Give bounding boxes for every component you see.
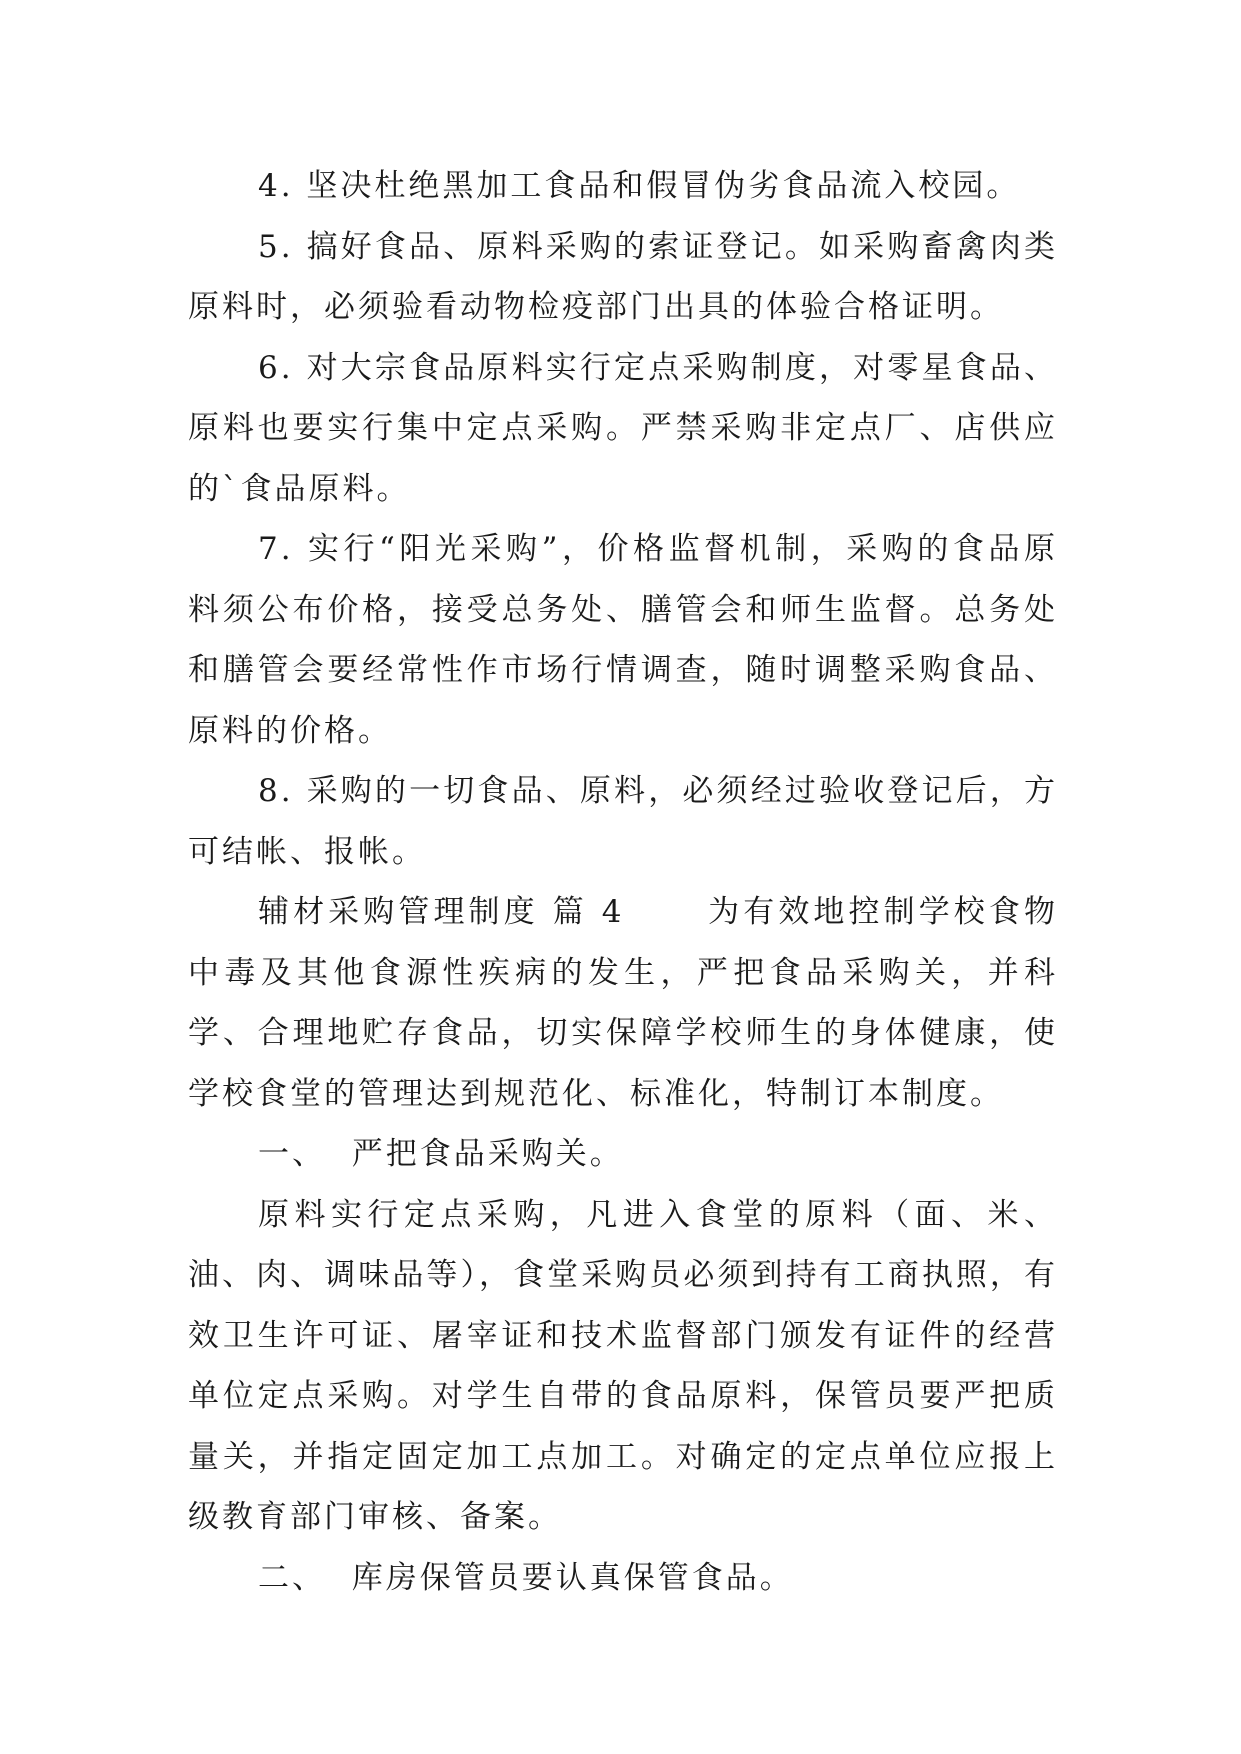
paragraph-item-5: 5. 搞好食品、原料采购的索证登记。如采购畜禽肉类原料时，必须验看动物检疫部门出具的体验合格证明。 [188,228,1058,325]
paragraph-section-1-body: 原料实行定点采购，凡进入食堂的原料（面、米、油、肉、调味品等），食堂采购员必须到持有工商执照，有效卫生许可证、屠宰证和技术监督部门颁发有证件的经营单位定点采购。对学生自带的食品原料，保管员要严把质量关，并指定固定加工点加工。对确定的定点单位应报上级教育部门审核、备案。 [188,1196,1058,1535]
paragraph-item-4: 4. 坚决杜绝黑加工食品和假冒伪劣食品流入校园。 [258,168,1021,204]
document-body [188,156,1058,1608]
paragraph-item-7: 7. 实行“阳光采购”，价格监督机制，采购的食品原料须公布价格，接受总务处、膳管会和师生监督。总务处和膳管会要经常性作市场行情调查，随时调整采购食品、原料的价格。 [188,531,1058,749]
paragraph-item-8: 8. 采购的一切食品、原料，必须经过验收登记后，方可结帐、报帐。 [188,773,1058,870]
paragraph-item-6: 6. 对大宗食品原料实行定点采购制度，对零星食品、原料也要实行集中定点采购。严禁采购非定点厂、店供应的`食品原料。 [188,349,1058,507]
paragraph-intro: 辅材采购管理制度 篇 4 为有效地控制学校食物中毒及其他食源性疾病的发生，严把食品采购关，并科学、合理地贮存食品，切实保障学校师生的身体健康，使学校食堂的管理达到规范化、标准化，特制订本制度。 [188,894,1058,1112]
section-heading-1: 一、 严把食品采购关。 [258,1136,624,1172]
section-heading-2: 二、 库房保管员要认真保管食品。 [258,1559,794,1596]
